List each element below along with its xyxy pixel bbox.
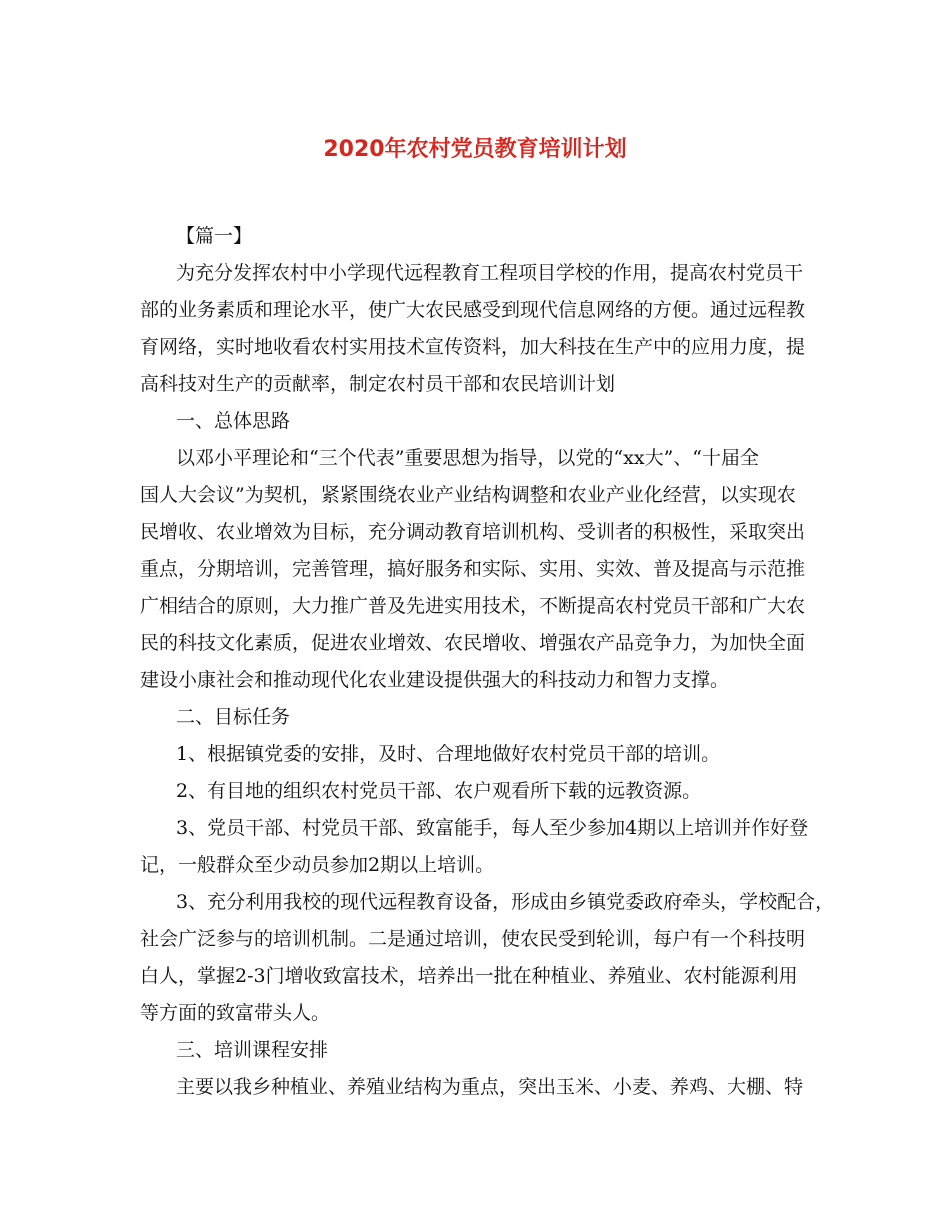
body-line: 3、充分利用我校的现代远程教育设备，形成由乡镇党委政府牵头，学校配合，: [176, 891, 835, 913]
body-line: 3、党员干部、村党员干部、致富能手，每人至少参加4期以上培训并作好登: [176, 817, 809, 839]
body-line: 社会广泛参与的培训机制。二是通过培训，使农民受到轮训，每户有一个科技明: [140, 928, 806, 950]
body-line: 为充分发挥农村中小学现代远程教育工程项目学校的作用，提高农村党员干: [176, 262, 804, 284]
body-line: 【篇一】: [176, 225, 253, 247]
body-line: 以邓小平理论和“三个代表”重要思想为指导，以党的“xx大”、“十届全: [176, 447, 759, 469]
body-line: 国人大会议”为契机，紧紧围绕农业产业结构调整和农业产业化经营，以实现农: [140, 484, 796, 506]
body-line: 民增收、农业增效为目标，充分调动教育培训机构、受训者的积极性，采取突出: [140, 521, 806, 543]
body-line: 白人，掌握2-3门增收致富技术，培养出一批在种植业、养殖业、农村能源利用: [140, 965, 798, 987]
body-line: 部的业务素质和理论水平，使广大农民感受到现代信息网络的方便。通过远程教: [140, 299, 806, 321]
body-line: 1、根据镇党委的安排，及时、合理地做好农村党员干部的培训。: [176, 743, 721, 765]
body-line: 建设小康社会和推动现代化农业建设提供强大的科技动力和智力支撑。: [140, 669, 730, 691]
body-line: 一、总体思路: [176, 410, 291, 432]
body-line: 重点，分期培训，完善管理，搞好服务和实际、实用、实效、普及提高与示范推: [140, 558, 806, 580]
body-line: 2、有目地的组织农村党员干部、农户观看所下载的远教资源。: [176, 780, 702, 802]
body-line: 三、培训课程安排: [176, 1039, 329, 1061]
body-line: 二、目标任务: [176, 706, 291, 728]
body-line: 育网络，实时地收看农村实用技术宣传资料，加大科技在生产中的应用力度，提: [140, 336, 806, 358]
body-line: 主要以我乡种植业、养殖业结构为重点，突出玉米、小麦、养鸡、大棚、特: [176, 1076, 804, 1098]
document-body: [140, 218, 835, 1106]
document-title: 2020年农村党员教育培训计划: [323, 137, 627, 162]
body-line: 民的科技文化素质，促进农业增效、农民增收、增强农产品竞争力，为加快全面: [140, 632, 806, 654]
body-line: 记，一般群众至少动员参加2期以上培训。: [140, 854, 495, 876]
body-line: 广相结合的原则，大力推广普及先进实用技术，不断提高农村党员干部和广大农: [140, 595, 806, 617]
body-line: 高科技对生产的贡献率，制定农村员干部和农民培训计划: [140, 373, 616, 395]
body-line: 等方面的致富带头人。: [140, 1002, 331, 1024]
